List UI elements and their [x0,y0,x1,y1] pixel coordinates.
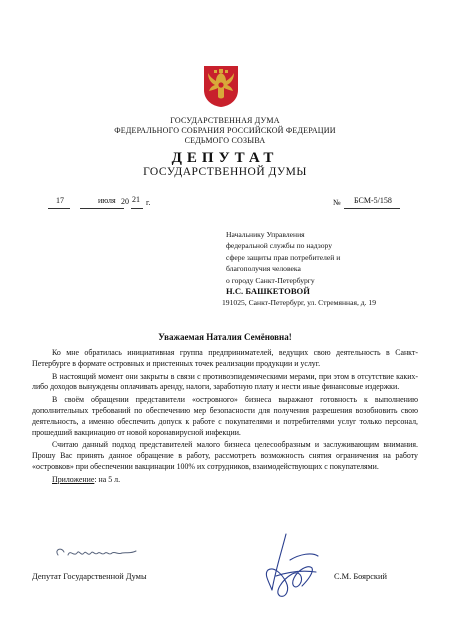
date-year-prefix: 20 [121,197,129,206]
attachment-label: Приложение [52,474,95,484]
attachment-text: : на 5 л. [94,474,121,484]
doc-number-underline [344,208,400,209]
signature-name: С.М. Боярский [334,572,387,581]
recipient-name: Н.С. БАШКЕТОВОЙ [226,286,310,297]
date-month: июля [98,196,116,205]
document-subtitle: ГОСУДАРСТВЕННОЙ ДУМЫ [143,166,307,178]
attachment-line [32,475,418,486]
header-line-1: ГОСУДАРСТВЕННАЯ ДУМА [170,116,280,125]
body-paragraph: В настоящий момент они закрыты в связи с противоэпидемическими мерами, при этом в отсутствие каких-либо доходов вынуждены оплачивать аренду, налоги, заработную плату и нести иные финансовые издержки. [32,371,418,392]
date-day-underline [48,208,70,209]
date-month-underline [80,208,124,209]
recipient-line: федеральной службы по надзору [226,241,332,251]
doc-number-sign: № [333,198,341,207]
handwritten-signature-image [256,530,324,602]
date-year-abbr: г. [146,198,151,207]
recipient-line: благополучия человека [226,264,301,274]
letter-body [32,348,418,488]
coat-of-arms-emblem-icon [202,64,240,108]
recipient-line: Начальнику Управления [226,230,305,239]
recipient-line: о городу Санкт-Петербургу [226,275,315,285]
handwritten-note-image [52,543,142,563]
body-paragraph: В своём обращении представители «островного» бизнеса выражают готовность к выполнению дополнительных требований по обеспечению мер безопасности для получения разрешения возобновить свою деятельность, а именно обеспечить допуск к работе с покупателями и потребителями услуг только персонал, прошедший вакцинацию от новой коронавирусной инфекции. [32,395,418,437]
date-day: 17 [56,196,64,205]
date-year-underline [131,208,143,209]
recipient-address: 191025, Санкт-Петербург, ул. Стремянная, д. 19 [222,298,377,308]
doc-number: БСМ-5/158 [354,196,392,205]
header-line-2: ФЕДЕРАЛЬНОГО СОБРАНИЯ РОССИЙСКОЙ ФЕДЕРАЦИИ [114,126,336,135]
body-paragraph: Ко мне обратилась инициативная группа предпринимателей, ведущих свою деятельность в Санкт-Петербурге в формате островных и пристенных точек реализации продукции и услуг. [32,348,418,368]
greeting: Уважаемая Наталия Семёновна! [158,332,292,342]
document-title: ДЕПУТАТ [171,150,279,166]
body-paragraph: Считаю данный подход представителей малого бизнеса целесообразным и заслуживающим внимания. Прошу Вас принять данное обращение в работу, рассмотреть возможность снятия ограничения на работу «островков» при обеспечении вакцинации 100% их сотрудников, взаимодействующих с покупателями. [32,440,418,471]
signature-position: Депутат Государственной Думы [32,572,147,581]
header-line-3: СЕДЬМОГО СОЗЫВА [184,136,266,145]
date-year-suffix: 21 [132,195,140,204]
recipient-block [222,229,377,309]
recipient-line: сфере защиты прав потребителей и [226,252,341,262]
